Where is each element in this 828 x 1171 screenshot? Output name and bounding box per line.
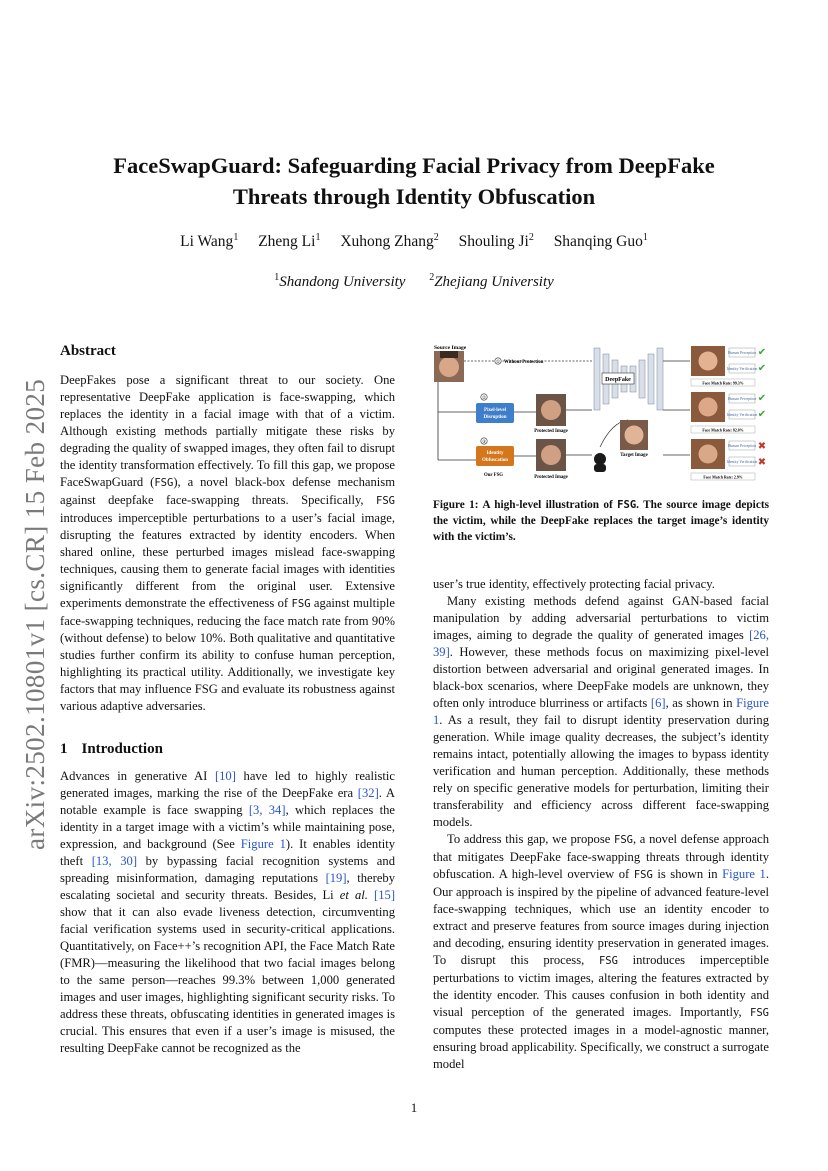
output-row-3 bbox=[691, 439, 766, 480]
identity-box-label: Identity bbox=[486, 451, 504, 456]
face-match-rate: Face Match Rate: 82.0% bbox=[702, 428, 744, 433]
title-line-1: FaceSwapGuard: Safeguarding Facial Privacy from DeepFake bbox=[113, 153, 715, 178]
affiliations bbox=[0, 272, 828, 291]
cross-icon: ✖ bbox=[757, 441, 767, 452]
human-perception-label: Human Perception bbox=[727, 397, 757, 401]
citation-link[interactable]: [10] bbox=[214, 769, 236, 783]
right-column bbox=[433, 576, 769, 1073]
figure-link[interactable]: Figure 1 bbox=[240, 837, 286, 851]
check-icon: ✔ bbox=[757, 363, 767, 374]
identity-box-label: Obfuscation bbox=[481, 458, 509, 463]
right-paragraph-1: Many existing methods defend against GAN-based facial manipulation by adding adversarial perturbations to victim images, aiming to degrade the quality of generated images [26, 39]. However, these methods focus on maximizing pixel-level distortion between adversarial and original generated images. In black-box scenarios, where DeepFake models are unknown, they often only introduce blurriness or artifacts [6], as shown in Figure 1. As a result, they fail to disrupt identity preservation during generation. While image quality decreases, the subject’s identity remains intact, potentially allowing the images to bypass identity verification and human perception. Additionally, these methods rely on specific generative models for perturbation, limiting their transferability and efficiency across different face-swapping models. bbox=[433, 594, 769, 829]
abstract-heading: Abstract bbox=[60, 343, 116, 359]
source-face bbox=[439, 357, 459, 377]
cross-icon: ✖ bbox=[757, 457, 767, 468]
step-3-marker: ③ bbox=[481, 439, 487, 444]
protected-image-label: Protected Image bbox=[534, 475, 568, 480]
author: Shanqing Guo$^1$ bbox=[553, 232, 648, 251]
citation-link[interactable]: [3, 34] bbox=[248, 803, 286, 817]
arxiv-stamp: arXiv:2502.10801v1 [cs.CR] 15 Feb 2025 bbox=[20, 378, 50, 850]
identity-obfuscation-box bbox=[476, 446, 514, 466]
pixel-disruption-box bbox=[476, 403, 514, 423]
identity-verification-label: Identity Verification bbox=[726, 367, 758, 371]
check-icon: ✔ bbox=[757, 409, 767, 420]
author: Li Wang$^1$ bbox=[180, 232, 239, 251]
deepfake-label: DeepFake bbox=[605, 377, 631, 383]
paper-title bbox=[0, 150, 828, 212]
citation-link[interactable]: [32] bbox=[357, 786, 379, 800]
our-fsg-label: Our FSG bbox=[484, 473, 503, 478]
face-match-rate: Face Match Rate: 99.3% bbox=[702, 381, 744, 386]
human-perception-label: Human Perception bbox=[727, 351, 757, 355]
source-hair bbox=[440, 351, 458, 358]
citation-link[interactable]: [26, 39] bbox=[433, 628, 769, 659]
figure-1-diagram bbox=[432, 342, 770, 492]
title-line-2: Threats through Identity Obfuscation bbox=[232, 184, 596, 209]
hacker-icon bbox=[594, 453, 606, 465]
figure-1-caption: Figure 1: A high-level illustration of FSG. The source image depicts the victim, while the DeepFake replaces the target image’s identity with the victim’s. bbox=[433, 499, 769, 543]
author-list bbox=[0, 232, 828, 251]
target-image-label: Target Image bbox=[620, 453, 648, 458]
right-paragraph-0: user’s true identity, effectively protecting facial privacy. bbox=[433, 577, 715, 591]
step-1-marker: ① bbox=[495, 359, 501, 364]
citation-link[interactable]: [13, 30] bbox=[91, 854, 138, 868]
author: Zheng Li$^1$ bbox=[258, 232, 321, 251]
intro-heading: 1 Introduction bbox=[60, 741, 163, 757]
affiliation: $^1$Shandong University bbox=[274, 272, 406, 290]
source-image-label: Source Image bbox=[434, 345, 467, 351]
intro-paragraph: Advances in generative AI [10] have led to highly realistic generated images, marking the rise of the DeepFake era [32]. A notable example is face swapping [3, 34], which replaces the identity in a target image with a victim’s while maintaining pose, expression, and background (See Figure 1). It enables identity theft [13, 30] by bypassing facial recognition systems and spreading misinformation, damaging reputations [19], thereby escalating societal and security threats. Besides, Li et al. [15] show that it can also evade liveness detection, circumventing facial verification systems used in security-critical applications. Quantitatively, on Face++’s recognition API, the Face Match Rate (FMR)—measuring the likelihood that two facial images belong to the same person—reaches 99.3% between 1,000 generated images and user images, highlighting significant security risks. To address these threats, obfuscating identities in generated images is crucial. This ensures that even if a user’s image is misused, the resulting DeepFake cannot be recognized as the bbox=[60, 769, 396, 1055]
figure-1 bbox=[432, 342, 770, 492]
pixel-box-label: Pixel-level bbox=[484, 408, 506, 413]
output-row-1 bbox=[691, 346, 766, 386]
check-icon: ✔ bbox=[757, 393, 767, 404]
left-column bbox=[60, 343, 395, 1057]
figure-link[interactable]: Figure 1 bbox=[433, 696, 769, 727]
human-perception-label: Human Perception bbox=[727, 444, 757, 448]
without-protection-label: Without Protection bbox=[504, 360, 544, 365]
output-row-2 bbox=[691, 392, 766, 433]
author: Xuhong Zhang$^2$ bbox=[340, 232, 439, 251]
check-icon: ✔ bbox=[757, 347, 767, 358]
step-2-marker: ② bbox=[481, 395, 487, 400]
face-match-rate: Face Match Rate: 2.9% bbox=[703, 475, 743, 480]
citation-link[interactable]: [19] bbox=[325, 871, 347, 885]
author: Shouling Ji$^2$ bbox=[458, 232, 534, 251]
abstract-text: DeepFakes pose a significant threat to our society. One representative DeepFake application is face-swapping, which replaces the identity in a facial image with that of a victim. Although existing methods partially mitigate these risks by degrading the quality of swapped images, they often fail to disrupt the identity transformation effectively. To fill this gap, we propose FaceSwapGuard (FSG), a novel black-box defense mechanism against deepfake face-swapping threats. Specifically, FSG introduces imperceptible perturbations to a user’s facial image, disrupting the features extracted by identity encoders. When shared online, these perturbed images mislead face-swapping techniques, causing them to generate facial images with identities significantly different from the original user. Extensive experiments demonstrate the effectiveness of FSG against multiple face-swapping techniques, reducing the face match rate from 90% (without defense) to below 10%. Both qualitative and quantitative studies further confirm its ability to confuse human perception, highlighting its practical utility. Additionally, we investigate key factors that may influence FSG and evaluate its robustness against various adaptive adversaries. bbox=[60, 373, 395, 713]
page-number: 1 bbox=[410, 1100, 418, 1115]
protected-image-label: Protected Image bbox=[534, 429, 568, 434]
pixel-box-label: Disruption bbox=[483, 415, 507, 420]
citation-link[interactable]: [15] bbox=[374, 888, 396, 902]
identity-verification-label: Identity Verification bbox=[726, 413, 758, 417]
affiliation: $^2$Zhejiang University bbox=[429, 272, 554, 290]
right-paragraph-2: To address this gap, we propose FSG, a novel defense approach that mitigates DeepFake face-swapping threats through identity obfuscation. A high-level overview of FSG is shown in Figure 1. Our approach is inspired by the pipeline of advanced feature-level face-swapping techniques, which use an identity encoder to extract and preserve features from source images during injection and decoding, ensuring identity preservation in generated images. To disrupt this process, FSG introduces imperceptible perturbations to victim images, altering the features extracted by the identity encoder. This causes confusion in both identity and visual perception of the generated images. Importantly, FSG computes these protected images in a model-agnostic manner, ensuring broad applicability. Specifically, we construct a surrogate model bbox=[433, 832, 770, 1071]
figure-link[interactable]: Figure 1 bbox=[722, 867, 766, 881]
citation-link[interactable]: [6] bbox=[650, 696, 666, 710]
identity-verification-label: Identity Verification bbox=[726, 460, 758, 464]
